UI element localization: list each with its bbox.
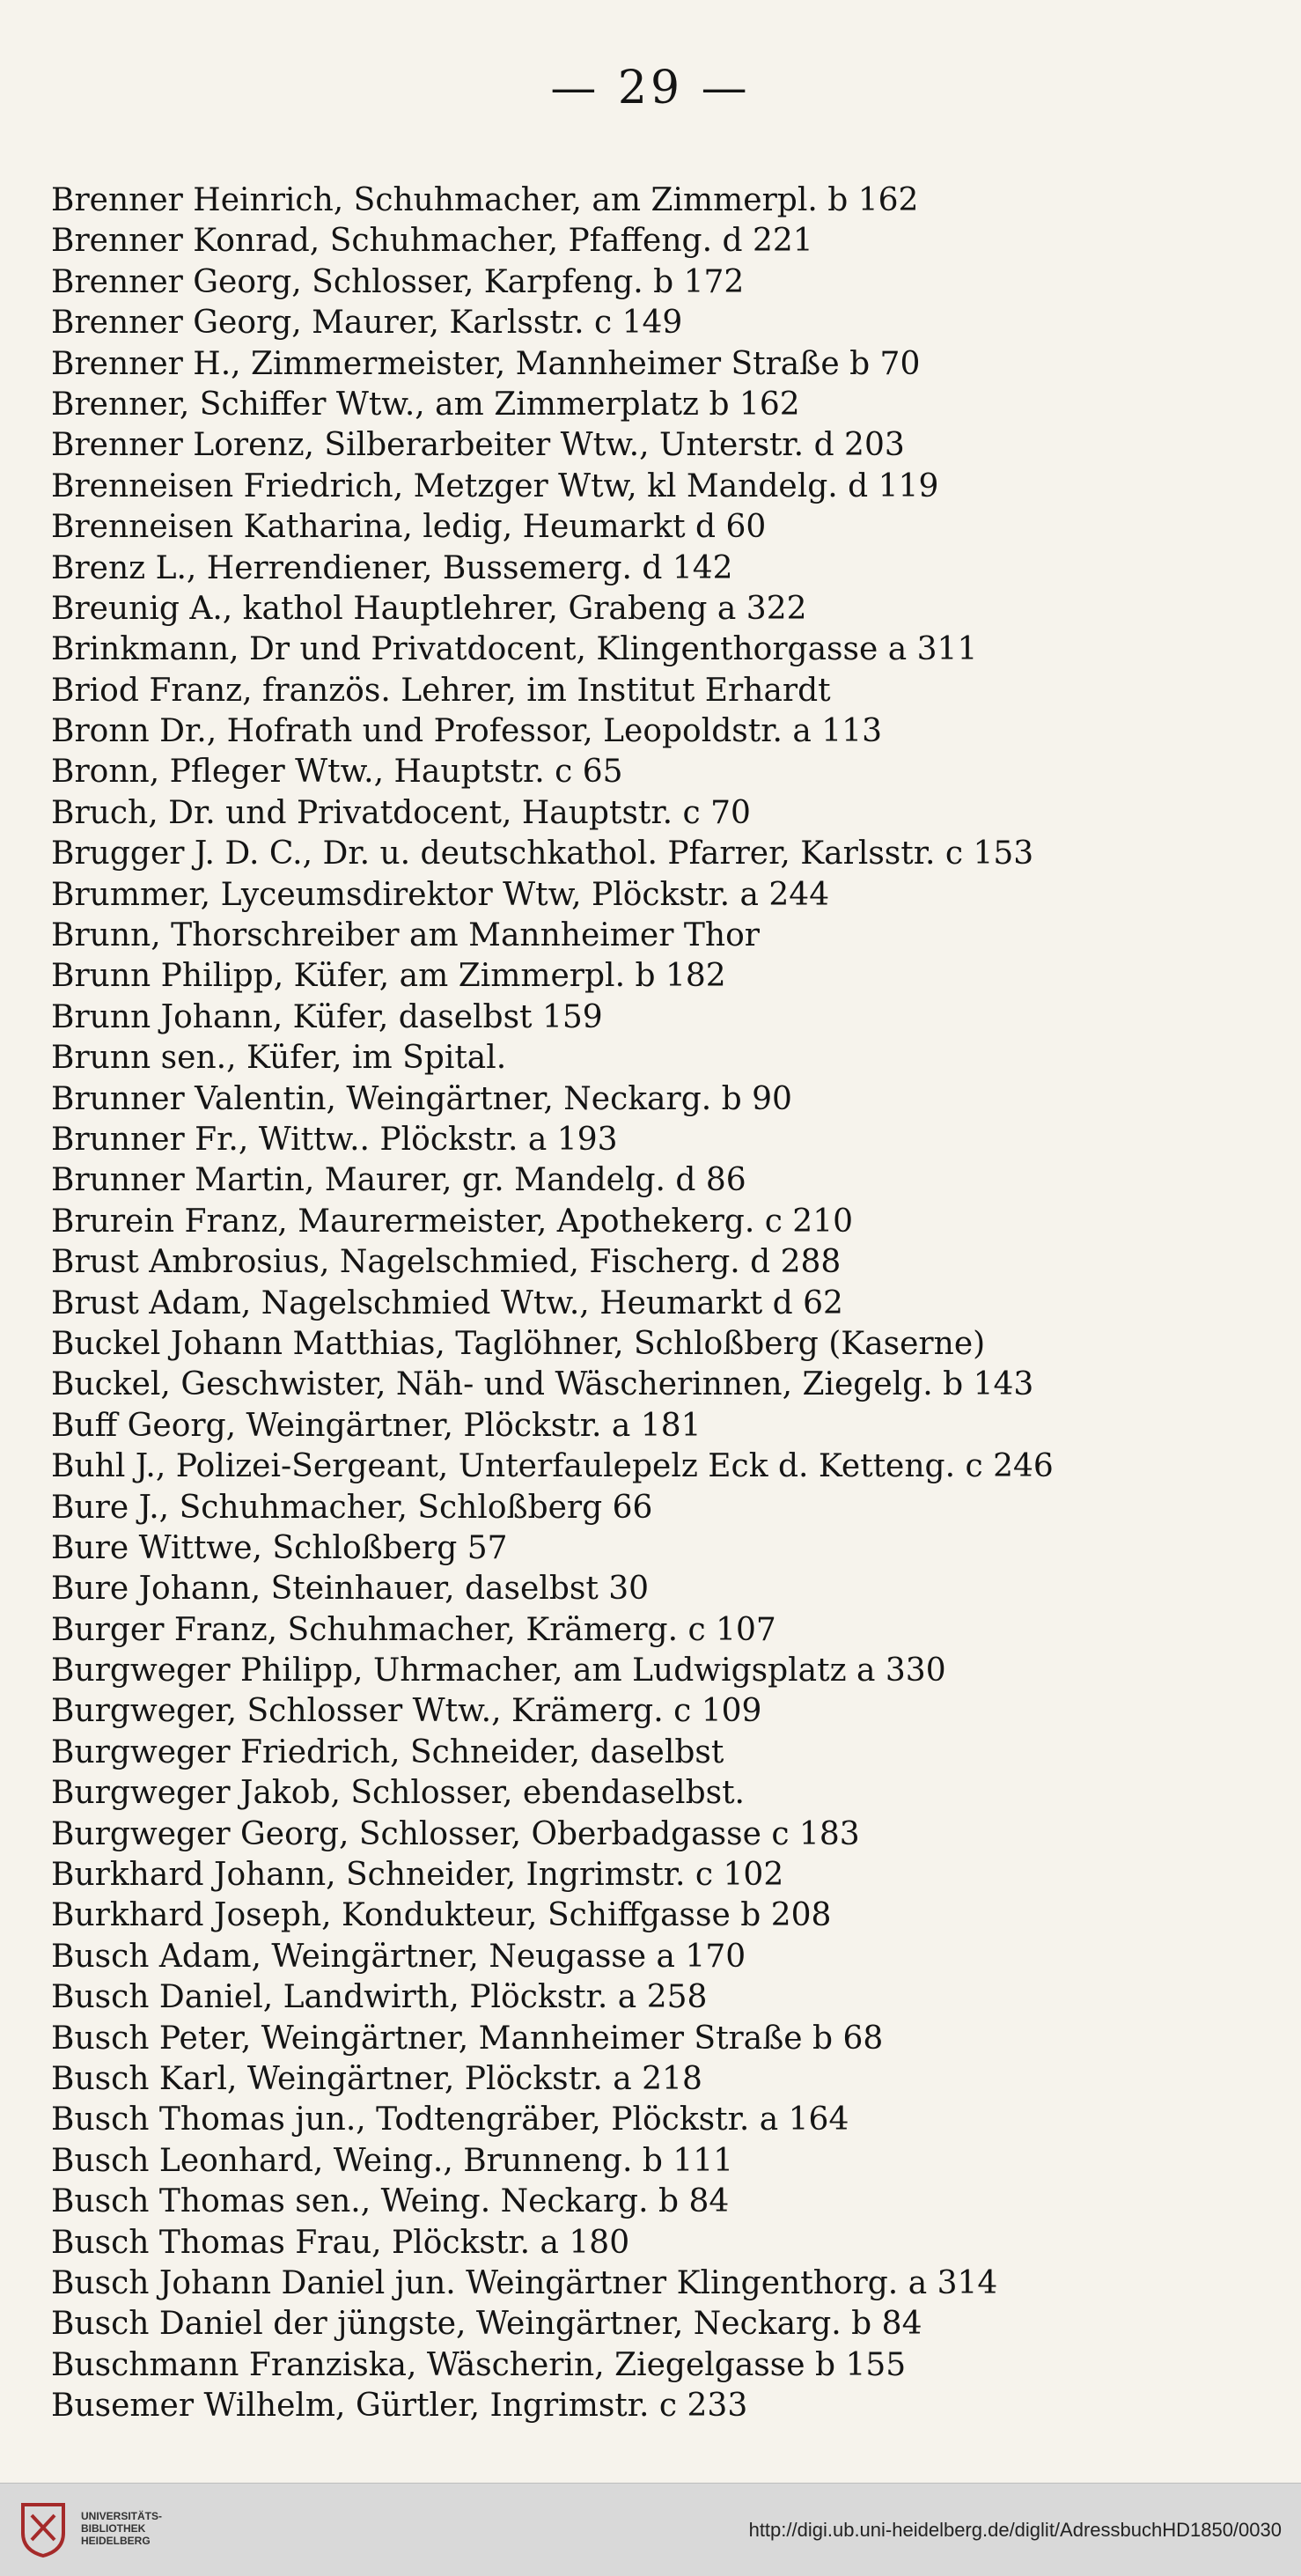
entry-text: Buff Georg, Weingärtner, Plöckstr. a 181: [51, 1407, 702, 1444]
directory-entry: [51, 221, 1266, 261]
directory-entry: [51, 2386, 1266, 2426]
directory-entry: [51, 2100, 1266, 2140]
entry-text: Bronn Dr., Hofrath und Professor, Leopoldstr. a 113: [51, 713, 882, 750]
directory-entry: [51, 1079, 1266, 1120]
entry-text: Brenner Lorenz, Silberarbeiter Wtw., Unterstr. d 203: [51, 427, 905, 464]
directory-entry: [51, 711, 1266, 752]
directory-entry: [51, 548, 1266, 589]
directory-entry: [51, 997, 1266, 1038]
entry-text: Busemer Wilhelm, Gürtler, Ingrimstr. c 233: [51, 2388, 748, 2425]
entry-text: Brunner Fr., Wittw.. Plöckstr. a 193: [51, 1121, 618, 1158]
entry-text: Brenner Georg, Schlosser, Karpfeng. b 172: [51, 263, 745, 300]
directory-entry: [51, 1528, 1266, 1569]
directory-entry: [51, 1406, 1266, 1446]
entry-text: Brunner Valentin, Weingärtner, Neckarg. b 90: [51, 1080, 792, 1117]
directory-entry: [51, 2304, 1266, 2344]
directory-entry: [51, 671, 1266, 711]
entry-text: Buschmann Franziska, Wäscherin, Ziegelgasse b 155: [51, 2346, 907, 2383]
directory-entry: [51, 1773, 1266, 1814]
directory-entry: [51, 2223, 1266, 2263]
directory-entry: [51, 344, 1266, 385]
directory-entry: [51, 1324, 1266, 1365]
directory-entry: [51, 425, 1266, 466]
entry-text: Busch Daniel der jüngste, Weingärtner, Neckarg. b 84: [51, 2306, 922, 2343]
directory-entry: [51, 1937, 1266, 1977]
library-name: UNIVERSITÄTS- BIBLIOTHEK HEIDELBERG: [81, 2510, 163, 2547]
directory-entry: [51, 2182, 1266, 2222]
directory-entry: [51, 180, 1266, 221]
directory-entry: [51, 1855, 1266, 1895]
directory-entry: [51, 1488, 1266, 1528]
directory-entry: [51, 2263, 1266, 2304]
directory-entry: [51, 2019, 1266, 2059]
directory-entry: [51, 1814, 1266, 1855]
entry-text: Busch Thomas sen., Weing. Neckarg. b 84: [51, 2183, 730, 2220]
directory-entry: [51, 507, 1266, 548]
entry-text: Brust Ambrosius, Nagelschmied, Fischerg. d 288: [51, 1244, 842, 1281]
directory-entry: [51, 752, 1266, 792]
entry-text: Burgweger Georg, Schlosser, Oberbadgasse c 183: [51, 1815, 860, 1852]
directory-entry: [51, 1120, 1266, 1160]
directory-entry: [51, 2141, 1266, 2182]
entry-text: Brenner, Schiffer Wtw., am Zimmerplatz b 162: [51, 386, 800, 423]
directory-entry: [51, 262, 1266, 303]
directory-entry: [51, 629, 1266, 670]
directory-entry: [51, 875, 1266, 916]
entry-text: Bronn, Pfleger Wtw., Hauptstr. c 65: [51, 754, 623, 791]
directory-entry: [51, 2059, 1266, 2100]
entry-text: Brunn Philipp, Küfer, am Zimmerpl. b 182: [51, 958, 726, 995]
entry-text: Burgweger Jakob, Schlosser, ebendaselbst.: [51, 1775, 745, 1812]
entry-text: Brenner H., Zimmermeister, Mannheimer Straße b 70: [51, 345, 921, 382]
entry-text: Brummer, Lyceumsdirektor Wtw, Plöckstr. a 244: [51, 876, 830, 913]
directory-entry: [51, 1691, 1266, 1732]
footer-bar: [0, 2483, 1301, 2576]
directory-entry: [51, 956, 1266, 997]
directory-entry: [51, 1733, 1266, 1773]
entry-text: Burgweger, Schlosser Wtw., Krämerg. c 109: [51, 1693, 762, 1730]
entry-text: Brenner Konrad, Schuhmacher, Pfaffeng. d 221: [51, 223, 813, 260]
entry-text: Busch Adam, Weingärtner, Neugasse a 170: [51, 1938, 746, 1975]
entry-text: Brenneisen Katharina, ledig, Heumarkt d 60: [51, 509, 767, 546]
directory-entry: [51, 834, 1266, 874]
entry-text: Bruch, Dr. und Privatdocent, Hauptstr. c 70: [51, 794, 751, 831]
entry-text: Brunn, Thorschreiber am Mannheimer Thor: [51, 917, 760, 954]
directory-entry: [51, 1446, 1266, 1487]
entry-text: Burgweger Philipp, Uhrmacher, am Ludwigsplatz a 330: [51, 1652, 946, 1689]
entry-text: Brinkmann, Dr und Privatdocent, Klingenthorgasse a 311: [51, 631, 978, 668]
entry-text: Brunn Johann, Küfer, daselbst 159: [51, 998, 603, 1035]
directory-entry: [51, 589, 1266, 629]
entry-text: Brunner Martin, Maurer, gr. Mandelg. d 86: [51, 1162, 746, 1199]
directory-entry: [51, 793, 1266, 834]
entry-text: Burkhard Joseph, Kondukteur, Schiffgasse b 208: [51, 1897, 832, 1934]
directory-entry: [51, 303, 1266, 343]
university-seal-icon: [16, 2498, 70, 2559]
page-number: — 29 —: [550, 62, 751, 114]
directory-entry: [51, 1038, 1266, 1078]
directory-entry: [51, 1651, 1266, 1691]
directory-entry: [51, 467, 1266, 507]
entry-text: Busch Leonhard, Weing., Brunneng. b 111: [51, 2142, 734, 2179]
entry-text: Burgweger Friedrich, Schneider, daselbst: [51, 1733, 724, 1770]
directory-entry: [51, 1977, 1266, 2018]
directory-entry: [51, 1242, 1266, 1283]
directory-entry: [51, 1569, 1266, 1609]
directory-entry: [51, 916, 1266, 956]
entry-text: Brenner Heinrich, Schuhmacher, am Zimmerpl. b 162: [51, 182, 919, 218]
directory-entry: [51, 1160, 1266, 1201]
directory-entry: [51, 1895, 1266, 1936]
entry-text: Busch Thomas jun., Todtengräber, Plöckstr. a 164: [51, 2101, 849, 2138]
entry-text: Buckel Johann Matthias, Taglöhner, Schloßberg (Kaserne): [51, 1325, 986, 1362]
entry-text: Brunn sen., Küfer, im Spital.: [51, 1040, 507, 1077]
entry-text: Brenz L., Herrendiener, Bussemerg. d 142: [51, 549, 733, 586]
entry-text: Bure J., Schuhmacher, Schloßberg 66: [51, 1489, 653, 1526]
entry-text: Bure Johann, Steinhauer, daselbst 30: [51, 1571, 650, 1608]
entry-text: Brurein Franz, Maurermeister, Apothekerg. c 210: [51, 1203, 854, 1240]
entry-text: Brenner Georg, Maurer, Karlsstr. c 149: [51, 305, 683, 342]
source-url[interactable]: http://digi.ub.uni-heidelberg.de/diglit/AdressbuchHD1850/0030: [748, 2519, 1282, 2541]
entry-text: Bure Wittwe, Schloßberg 57: [51, 1529, 508, 1566]
entry-text: Burger Franz, Schuhmacher, Krämerg. c 107: [51, 1611, 776, 1648]
entry-text: Busch Karl, Weingärtner, Plöckstr. a 218: [51, 2060, 702, 2097]
entry-text: Burkhard Johann, Schneider, Ingrimstr. c 102: [51, 1857, 784, 1894]
entry-text: Busch Daniel, Landwirth, Plöckstr. a 258: [51, 1979, 708, 2016]
entry-text: Breunig A., kathol Hauptlehrer, Grabeng a 322: [51, 590, 807, 627]
entry-text: Buhl J., Polizei-Sergeant, Unterfaulepelz Eck d. Ketteng. c 246: [51, 1448, 1054, 1485]
directory-entry: [51, 1284, 1266, 1324]
directory-entry: [51, 385, 1266, 425]
entry-text: Brugger J. D. C., Dr. u. deutschkathol. Pfarrer, Karlsstr. c 153: [51, 835, 1034, 872]
entry-text: Busch Thomas Frau, Plöckstr. a 180: [51, 2224, 630, 2261]
directory-entry: [51, 2345, 1266, 2386]
directory-entry: [51, 1202, 1266, 1242]
entry-text: Busch Peter, Weingärtner, Mannheimer Straße b 68: [51, 2020, 884, 2057]
entry-text: Brenneisen Friedrich, Metzger Wtw, kl Mandelg. d 119: [51, 467, 939, 504]
entry-text: Busch Johann Daniel jun. Weingärtner Klingenthorg. a 314: [51, 2264, 998, 2301]
entry-text: Briod Franz, französ. Lehrer, im Institut Erhardt: [51, 672, 831, 709]
entry-text: Buckel, Geschwister, Näh- und Wäscherinnen, Ziegelg. b 143: [51, 1366, 1034, 1403]
address-list: [51, 180, 1266, 2426]
entry-text: Brust Adam, Nagelschmied Wtw., Heumarkt d 62: [51, 1284, 843, 1321]
directory-entry: [51, 1365, 1266, 1405]
directory-entry: [51, 1610, 1266, 1651]
